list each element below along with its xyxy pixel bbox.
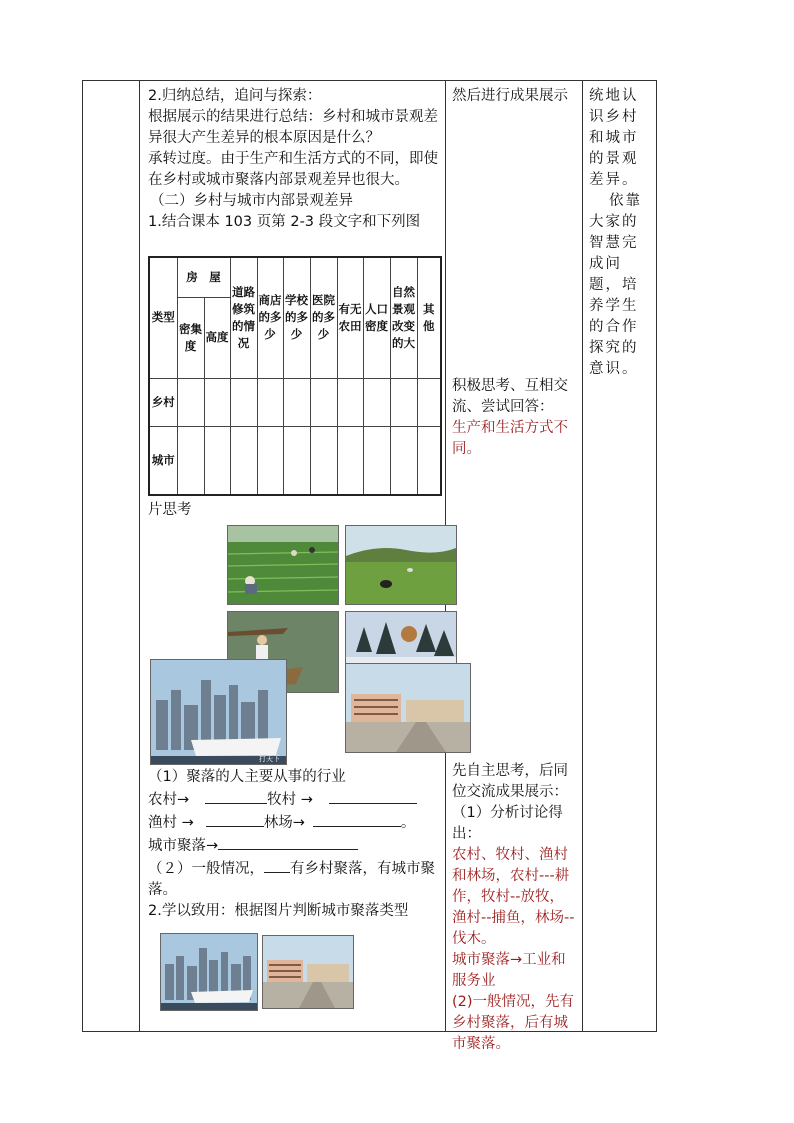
table-cell [204, 378, 230, 426]
table-cell [363, 426, 390, 495]
table-cell [390, 378, 417, 426]
intro-line: 1.结合课本 103 页第 2-3 段文字和下列图 [148, 214, 421, 230]
table-cell [390, 426, 417, 495]
student-block-3-text: 先自主思考，后同位交流成果展示： [452, 763, 568, 800]
question-1-line3 [148, 834, 440, 857]
student-block-2-text: 积极思考、互相交流、尝试回答： [452, 378, 568, 415]
header-roads: 道路修筑的情况 [230, 257, 257, 378]
answer-blank [313, 811, 401, 827]
question-1-line2 [148, 811, 440, 834]
design-intent-cell [583, 81, 657, 1032]
answer-blank [205, 788, 267, 804]
watermark: 打天下 [259, 755, 280, 763]
header-landscape: 自然景观改变的大 [390, 257, 417, 378]
questions-block [148, 767, 440, 922]
intent-block-1: 统地认识乡村和城市的景观差异。 [589, 88, 639, 188]
answer-blank [218, 834, 358, 850]
table-cell [417, 378, 441, 426]
table-cell [417, 426, 441, 495]
table-cell [257, 378, 283, 426]
question-2 [148, 857, 440, 901]
q2-suffix: 有乡村聚落，有城市聚落。 [148, 861, 435, 898]
photo-town-street-small [262, 935, 354, 1009]
question-3-title: 2.学以致用：根据图片判断城市聚落类型 [148, 903, 409, 919]
teaching-content-cell [140, 81, 446, 1032]
table-cell [177, 378, 204, 426]
student-block-2-answer: 生产和生活方式不同。 [452, 420, 568, 457]
row-city-label: 城市 [149, 426, 177, 495]
header-house: 房 屋 [177, 257, 230, 297]
section-heading: （二）乡村与城市内部景观差异 [150, 193, 353, 209]
answer-blank [264, 857, 290, 873]
q1-pastoral-label: 牧村 → [267, 792, 313, 808]
student-answer-3: (2)一般情况，先有乡村聚落，后有城市聚落。 [452, 994, 575, 1052]
q1-city-label: 城市聚落→ [148, 838, 219, 854]
lesson-plan-table [82, 80, 657, 1052]
row-village-label: 乡村 [149, 378, 177, 426]
header-hospitals: 医院的多少 [310, 257, 337, 378]
intro-line: 2.归纳总结，追问与探索： [148, 88, 322, 104]
header-shops: 商店的多少 [257, 257, 283, 378]
student-block-3-sub: （1）分析讨论得出： [452, 805, 563, 842]
header-other: 其他 [417, 257, 441, 378]
table-cell [310, 378, 337, 426]
table-cell [230, 426, 257, 495]
blank-column [83, 81, 140, 1032]
caption-continued: 片思考 [148, 502, 192, 518]
student-block-2 [452, 376, 578, 460]
table-cell [230, 378, 257, 426]
header-house-density: 密集度 [177, 297, 204, 378]
table-cell [177, 426, 204, 495]
table-cell [337, 426, 363, 495]
answer-blank [329, 788, 417, 804]
question-1-line1 [148, 788, 440, 811]
intent-block-2: 依靠大家的智慧完成问题，培养学生的合作探究的意识。 [589, 193, 642, 377]
photo-grassland [345, 525, 457, 605]
table-cell [310, 426, 337, 495]
q1-village-label: 农村→ [148, 792, 190, 808]
photo-city-skyline [150, 659, 287, 765]
teaching-intro [148, 86, 440, 233]
header-schools: 学校的多少 [283, 257, 310, 378]
table-cell [204, 426, 230, 495]
q1-fishing-label: 渔村 → [148, 815, 194, 831]
header-farmland: 有无农田 [337, 257, 363, 378]
header-type: 类型 [149, 257, 177, 378]
table-cell [283, 426, 310, 495]
photo-rice-farming [227, 525, 339, 605]
student-answer-1: 农村、牧村、渔村和林场，农村---耕作，牧村--放牧，渔村--捕鱼，林场--伐木。 [452, 847, 575, 947]
table-cell [257, 426, 283, 495]
photo-city-skyline-small [160, 933, 258, 1011]
header-population: 人口密度 [363, 257, 390, 378]
intro-line: 根据展示的结果进行总结：乡村和城市景观差异很大产生差异的根本原因是什么？ [148, 109, 438, 146]
student-block-1: 然后进行成果展示 [452, 88, 568, 104]
student-answer-2: 城市聚落→工业和服务业 [452, 952, 566, 989]
student-block-3 [452, 761, 578, 1055]
student-activity-cell [446, 81, 583, 1052]
table-cell [283, 378, 310, 426]
question-1-title: （1）聚落的人主要从事的行业 [148, 769, 346, 785]
intro-line: 承转过度。由于生产和生活方式的不同，即使在乡村或城市聚落内部景观差异也很大。 [148, 151, 438, 188]
period: 。 [400, 815, 416, 831]
q1-forest-label: 林场→ [263, 815, 305, 831]
table-cell [337, 378, 363, 426]
answer-blank [206, 811, 264, 827]
comparison-table [148, 256, 442, 496]
q2-prefix: （２）一般情况， [148, 861, 264, 877]
header-house-height: 高度 [204, 297, 230, 378]
table-cell [363, 378, 390, 426]
